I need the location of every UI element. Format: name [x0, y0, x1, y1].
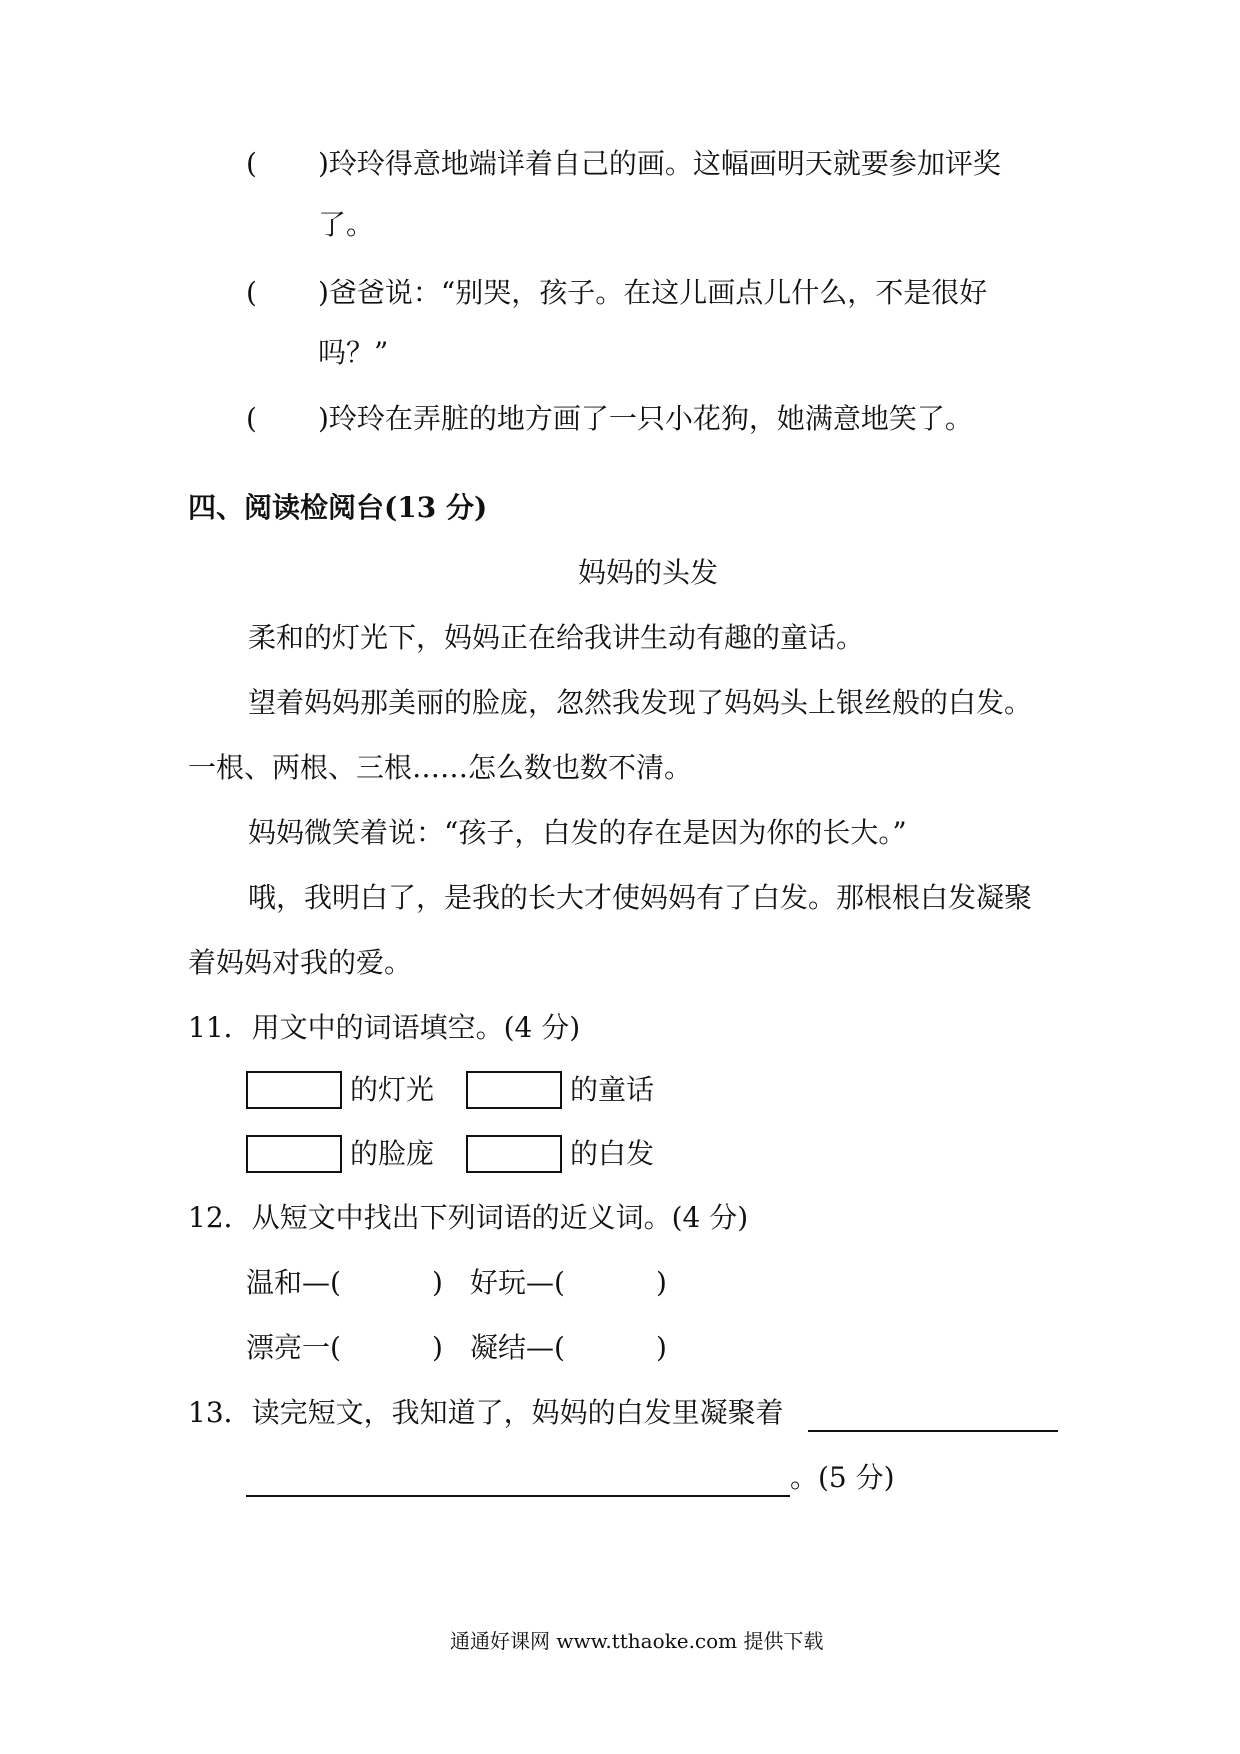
- q11-suffix: 的白发: [570, 1137, 655, 1170]
- answer-blank-1[interactable]: [808, 1430, 1058, 1432]
- q12-word: 凝结—(: [470, 1331, 565, 1364]
- paren-open: (: [246, 147, 257, 180]
- passage-title: 妈妈的头发: [578, 556, 719, 589]
- q11-suffix: 的童话: [570, 1073, 655, 1106]
- passage-line-5: 哦，我明白了，是我的长大才使妈妈有了白发。那根根白发凝聚: [248, 881, 1033, 914]
- paren-open: (: [246, 402, 257, 435]
- passage-line-4: 妈妈微笑着说：“孩子，白发的存在是因为你的长大。”: [248, 816, 907, 849]
- q11-suffix: 的灯光: [350, 1073, 435, 1106]
- q11-prompt: 11．用文中的词语填空。(4 分): [188, 1011, 581, 1044]
- q13-prompt: 13．读完短文，我知道了，妈妈的白发里凝聚着: [188, 1396, 784, 1429]
- ordering-text: )玲玲在弄脏的地方画了一只小花狗，她满意地笑了。: [318, 402, 973, 435]
- paren-close: ): [656, 1331, 667, 1364]
- answer-blank-2[interactable]: [246, 1495, 790, 1497]
- q12-word: 漂亮一(: [246, 1331, 341, 1364]
- paren-close: ): [656, 1266, 667, 1299]
- q13-end: 。(5 分): [790, 1461, 895, 1494]
- answer-box[interactable]: [246, 1071, 342, 1109]
- q12-word: 好玩—(: [470, 1266, 565, 1299]
- ordering-text-cont: 吗？”: [318, 336, 389, 369]
- ordering-text-cont: 了。: [318, 208, 375, 241]
- passage-line-3: 一根、两根、三根……怎么数也数不清。: [188, 751, 693, 784]
- paren-open: (: [246, 276, 257, 309]
- passage-line-1: 柔和的灯光下，妈妈正在给我讲生动有趣的童话。: [248, 621, 865, 654]
- footer-credit: 通通好课网 www.tthaoke.com 提供下载: [450, 1629, 824, 1653]
- q11-suffix: 的脸庞: [350, 1137, 435, 1170]
- q12-word: 温和—(: [246, 1266, 341, 1299]
- paren-close: ): [432, 1266, 443, 1299]
- q12-prompt: 12．从短文中找出下列词语的近义词。(4 分): [188, 1201, 749, 1234]
- ordering-text: )玲玲得意地端详着自己的画。这幅画明天就要参加评奖: [318, 147, 1001, 180]
- passage-line-6: 着妈妈对我的爱。: [188, 946, 413, 979]
- paren-close: ): [432, 1331, 443, 1364]
- section-heading: 四、阅读检阅台(13 分): [188, 491, 488, 524]
- answer-box[interactable]: [466, 1135, 562, 1173]
- answer-box[interactable]: [466, 1071, 562, 1109]
- answer-box[interactable]: [246, 1135, 342, 1173]
- passage-line-2: 望着妈妈那美丽的脸庞，忽然我发现了妈妈头上银丝般的白发。: [248, 686, 1033, 719]
- ordering-text: )爸爸说：“别哭，孩子。在这儿画点儿什么，不是很好: [318, 276, 988, 309]
